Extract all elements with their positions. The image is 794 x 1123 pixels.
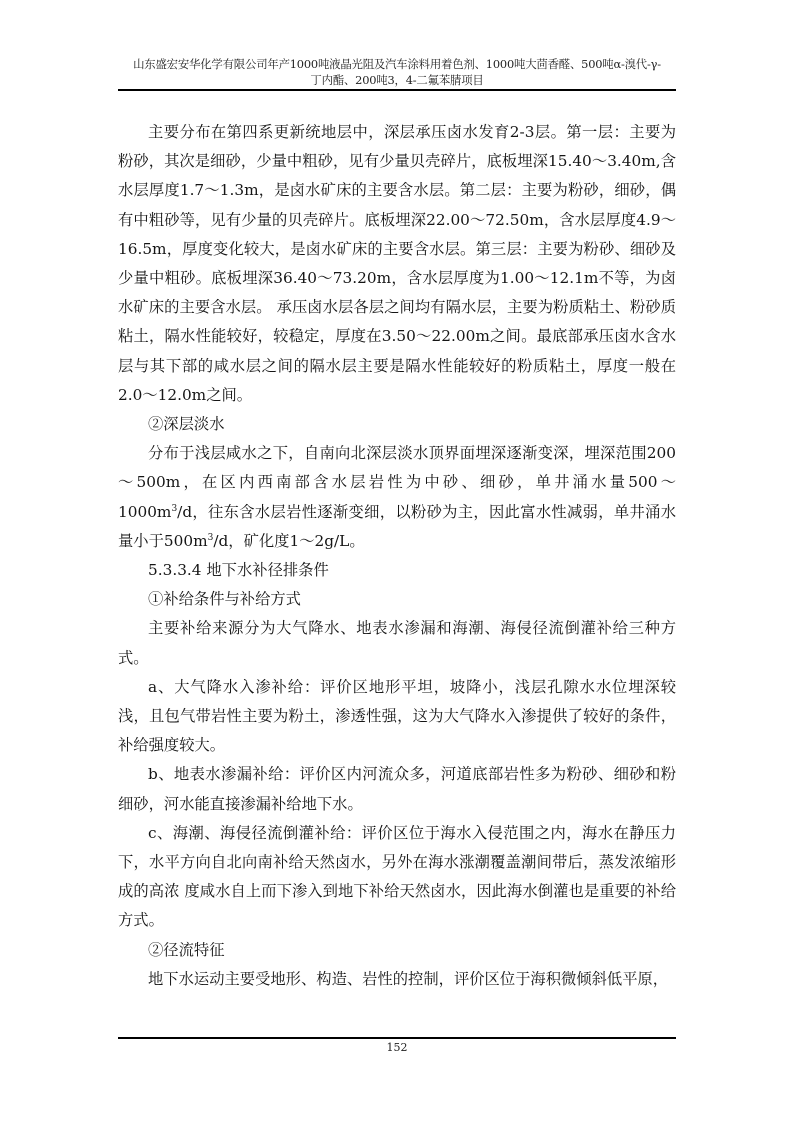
subheading-deep-freshwater: ②深层淡水 [148,415,225,434]
text-segment: 分布于浅层咸水之下，自南向北深层淡水顶界面埋深逐渐变深，埋深范围200～500m，在区内西南部含水层岩性为中砂、细砂，单井涌水量500～1000m [118,444,676,521]
page-number: 152 [386,1041,408,1054]
header-title-line-1: 山东盛宏安华化学有限公司年产1000吨液晶光阻及汽车涂料用着色剂、1000吨大茴香醛、500吨α-溴代-γ- [133,57,661,71]
paragraph-recharge-a: a、大气降水入渗补给：评价区地形平坦，坡降小，浅层孔隙水水位埋深较浅，且包气带岩性主要为粉土，渗透性强，这为大气降水入渗提供了较好的条件，补给强度较大。 [118,677,676,755]
text-segment: /d，矿化度1～2g/L。 [213,531,365,550]
subheading-runoff-characteristics: ②径流特征 [148,940,225,959]
section-heading-5-3-3-4: 5.3.3.4 地下水补径排条件 [148,561,329,580]
document-body [118,118,676,994]
header-divider [118,89,676,91]
footer-divider [118,1037,676,1039]
paragraph-deep-brine-layers: 主要分布在第四系更新统地层中，深层承压卤水发育2-3层。第一层：主要为粉砂，其次是细砂，少量中粗砂，见有少量贝壳碎片，底板埋深15.40～3.40m,含水层厚度1.7～1.3m，是卤水矿床的主要含水层。第二层：主要为粉砂，细砂，偶有中粗砂等，见有少量的贝壳碎片。底板埋深22.00～72.50m，含水层厚度4.9～16.5m，厚度变化较大，是卤水矿床的主要含水层。第三层：主要为粉砂、细砂及少量中粗砂。底板埋深36.40～73.20m，含水层厚度为1.00～12.1m不等，为卤水矿床的主要含水层。 承压卤水层各层之间均有隔水层，主要为粉质粘土、粉砂质粘土，隔水性能较好，较稳定，厚度在3.50～22.00m之间。最底部承压卤水含水层与其下部的咸水层之间的隔水层主要是隔水性能较好的粉质粘土，厚度一般在2.0～12.0m之间。 [118,123,676,404]
superscript: 3 [171,503,178,514]
paragraph-deep-freshwater [118,439,676,556]
paragraph-recharge-sources: 主要补给来源分为大气降水、地表水渗漏和海潮、海侵径流倒灌补给三种方式。 [118,619,676,667]
subheading-recharge-conditions: ①补给条件与补给方式 [148,590,301,609]
page-header [118,56,676,88]
superscript: 3 [207,532,214,543]
header-title-line-2: 丁内酯、200吨3，4-二氟苯腈项目 [310,73,484,87]
paragraph-runoff: 地下水运动主要受地形、构造、岩性的控制，评价区位于海积微倾斜低平原， [148,969,669,988]
text-segment: /d，往东含水层岩性逐渐变细，以粉砂为主，因此富水性减弱，单井涌水量小于500m [118,502,676,550]
paragraph-recharge-b: b、地表水渗漏补给：评价区内河流众多，河道底部岩性多为粉砂、细砂和粉细砂，河水能直接渗漏补给地下水。 [118,765,676,813]
paragraph-recharge-c: c、海潮、海侵径流倒灌补给：评价区位于海水入侵范围之内，海水在静压力下，水平方向自北向南补给天然卤水，另外在海水涨潮覆盖潮间带后，蒸发浓缩形成的高浓 度咸水自上而下渗入到地下补给天然卤水，因此海水倒灌也是重要的补给方式。 [118,823,676,930]
